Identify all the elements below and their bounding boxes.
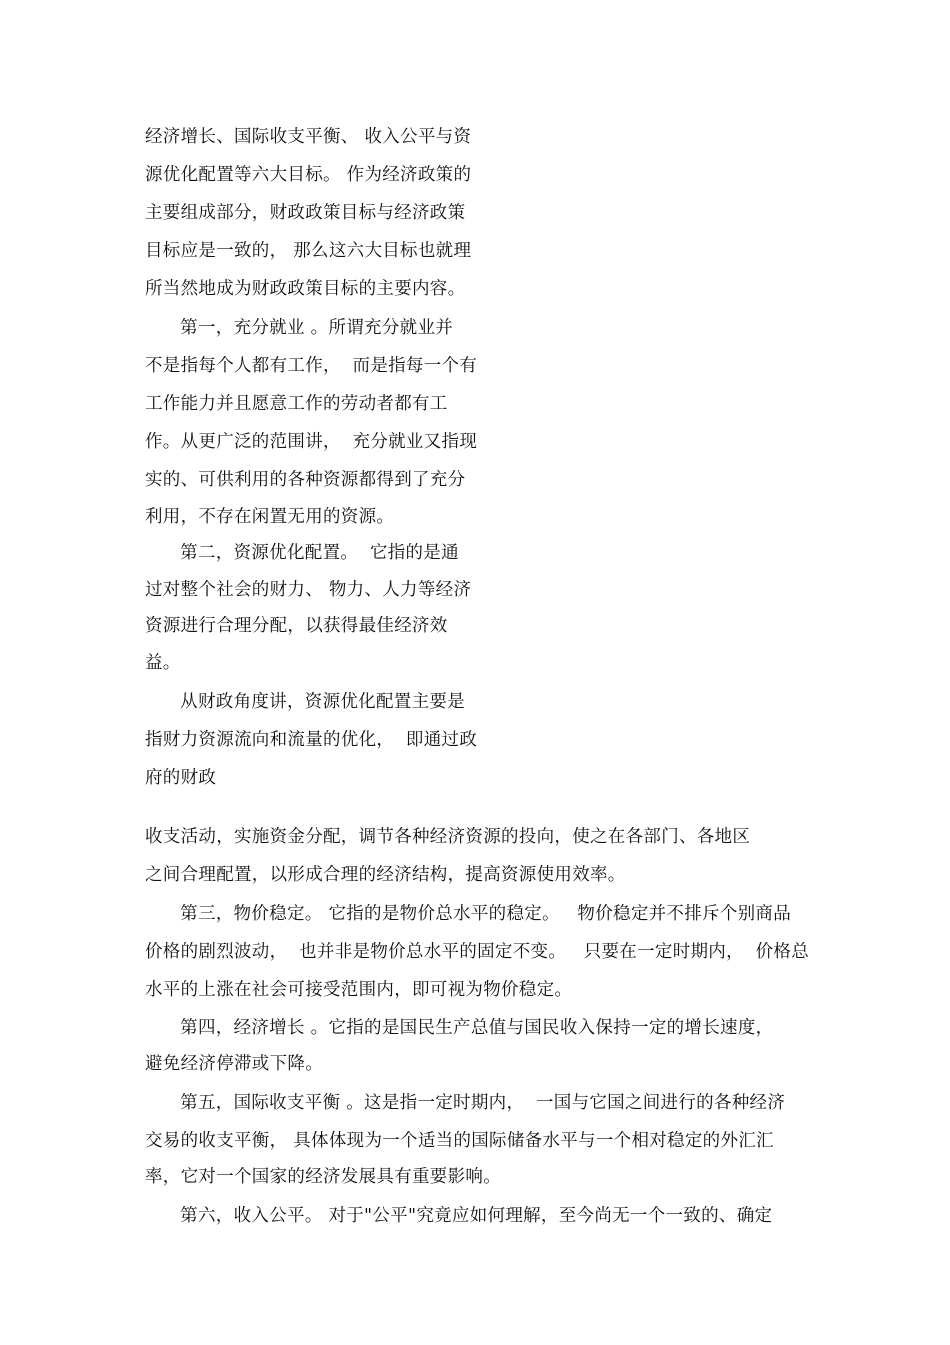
text-line: 目标应是一致的， 那么这六大目标也就理 <box>145 241 472 261</box>
text-line: 从财政角度讲，资源优化配置主要是 <box>145 692 465 712</box>
text-line: 第六，收入公平。 对于"公平"究竟应如何理解，至今尚无一个一致的、确定 <box>145 1206 773 1226</box>
text-line: 交易的收支平衡， 具体体现为一个适当的国际储备水平与一个相对稳定的外汇汇 <box>145 1131 774 1151</box>
text-line: 源优化配置等六大目标。 作为经济政策的 <box>145 165 472 185</box>
text-line: 作。从更广泛的范围讲， 充分就业又指现 <box>145 432 478 452</box>
text-line: 第二，资源优化配置。 它指的是通 <box>145 543 459 563</box>
text-line: 指财力资源流向和流量的优化， 即通过政 <box>145 730 478 750</box>
text-line: 实的、可供利用的各种资源都得到了充分 <box>145 470 466 490</box>
text-line: 避免经济停滞或下降。 <box>145 1054 323 1074</box>
text-line: 第三，物价稳定。 它指的是物价总水平的稳定。 物价稳定并不排斥个别商品 <box>145 904 792 924</box>
text-line: 第一，充分就业 。所谓充分就业并 <box>145 318 454 338</box>
text-line: 第四，经济增长 。它指的是国民生产总值与国民收入保持一定的增长速度， <box>145 1018 774 1038</box>
text-line: 之间合理配置，以形成合理的经济结构，提高资源使用效率。 <box>145 865 626 885</box>
text-line: 收支活动，实施资金分配，调节各种经济资源的投向，使之在各部门、各地区 <box>145 827 751 847</box>
text-line: 工作能力并且愿意工作的劳动者都有工 <box>145 394 448 414</box>
text-line: 过对整个社会的财力、 物力、人力等经济 <box>145 580 472 600</box>
text-line: 价格的剧烈波动， 也并非是物价总水平的固定不变。 只要在一定时期内， 价格总 <box>145 942 810 962</box>
text-line: 主要组成部分，财政政策目标与经济政策 <box>145 203 466 223</box>
text-line: 率，它对一个国家的经济发展具有重要影响。 <box>145 1167 501 1187</box>
text-line: 水平的上涨在社会可接受范围内，即可视为物价稳定。 <box>145 980 573 1000</box>
text-line: 府的财政 <box>145 768 217 788</box>
text-line: 所当然地成为财政政策目标的主要内容。 <box>145 279 466 299</box>
text-line: 资源进行合理分配，以获得最佳经济效 <box>145 616 448 636</box>
text-line: 第五，国际收支平衡 。这是指一定时期内， 一国与它国之间进行的各种经济 <box>145 1093 786 1113</box>
text-line: 不是指每个人都有工作， 而是指每一个有 <box>145 356 478 376</box>
text-line: 利用，不存在闲置无用的资源。 <box>145 507 395 527</box>
text-line: 益。 <box>145 653 181 673</box>
text-line: 经济增长、国际收支平衡、 收入公平与资 <box>145 127 472 147</box>
